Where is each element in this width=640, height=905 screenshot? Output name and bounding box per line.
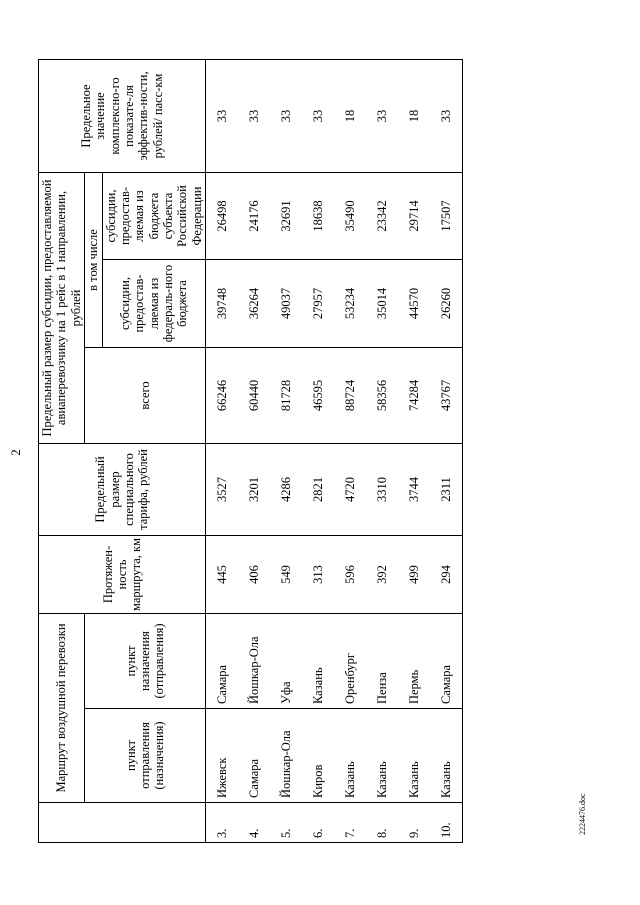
destination-cell: Казань [302, 614, 334, 709]
length-cell: 445 [206, 536, 239, 614]
origin-cell: Ижевск [206, 709, 239, 803]
table-row [302, 60, 334, 843]
tariff-cell: 2821 [302, 444, 334, 536]
regional-cell: 29714 [398, 173, 430, 260]
tariff-cell: 3201 [238, 444, 270, 536]
num-header [39, 803, 206, 843]
origin-cell: Киров [302, 709, 334, 803]
federal-cell: 39748 [206, 260, 239, 348]
origin-header: пункт отправления (назначения) [85, 709, 206, 803]
origin-cell: Самара [238, 709, 270, 803]
destination-cell: Уфа [270, 614, 302, 709]
efficiency-cell: 18 [398, 60, 430, 173]
row-number: 5. [270, 803, 302, 843]
tariff-cell: 4286 [270, 444, 302, 536]
page-number: 2 [8, 449, 23, 456]
total-cell: 88724 [334, 348, 366, 444]
origin-cell: Казань [334, 709, 366, 803]
length-cell: 392 [366, 536, 398, 614]
federal-cell: 53234 [334, 260, 366, 348]
row-number: 3. [206, 803, 239, 843]
regional-header: субсидии, предостав-ляемая из бюджета субъекта Российской Федерации [102, 173, 206, 260]
tariff-cell: 3310 [366, 444, 398, 536]
table-row [334, 60, 366, 843]
efficiency-header: Предельное значение комплексно-го показате-ля эффектив-ности, рублей/ пасс-км [39, 60, 206, 173]
efficiency-cell: 33 [430, 60, 463, 173]
length-cell: 549 [270, 536, 302, 614]
total-cell: 46595 [302, 348, 334, 444]
total-cell: 60440 [238, 348, 270, 444]
tariff-cell: 2311 [430, 444, 463, 536]
tariff-cell: 4720 [334, 444, 366, 536]
total-cell: 81728 [270, 348, 302, 444]
length-cell: 406 [238, 536, 270, 614]
row-number: 4. [238, 803, 270, 843]
federal-header: субсидии, предостав-ляемая из федераль-ного бюджета [102, 260, 206, 348]
total-cell: 58356 [366, 348, 398, 444]
tariff-cell: 3527 [206, 444, 239, 536]
efficiency-cell: 33 [238, 60, 270, 173]
subsidy-table [38, 59, 463, 843]
efficiency-cell: 18 [334, 60, 366, 173]
origin-cell: Казань [398, 709, 430, 803]
total-cell: 43767 [430, 348, 463, 444]
federal-cell: 44570 [398, 260, 430, 348]
table-row [366, 60, 398, 843]
federal-cell: 27957 [302, 260, 334, 348]
table-row [430, 60, 463, 843]
table-body [206, 60, 463, 843]
destination-cell: Пермь [398, 614, 430, 709]
efficiency-cell: 33 [366, 60, 398, 173]
federal-cell: 49037 [270, 260, 302, 348]
regional-cell: 26498 [206, 173, 239, 260]
tariff-cell: 3744 [398, 444, 430, 536]
efficiency-cell: 33 [302, 60, 334, 173]
regional-cell: 32691 [270, 173, 302, 260]
tariff-header: Предельный размер специального тарифа, рублей [39, 444, 206, 536]
federal-cell: 35014 [366, 260, 398, 348]
length-header: Протяжен-ность маршрута, км [39, 536, 206, 614]
regional-cell: 17507 [430, 173, 463, 260]
table-row [206, 60, 239, 843]
destination-cell: Пенза [366, 614, 398, 709]
total-cell: 74284 [398, 348, 430, 444]
destination-cell: Йошкар-Ола [238, 614, 270, 709]
including-header: в том числе [85, 173, 102, 348]
length-cell: 294 [430, 536, 463, 614]
destination-cell: Самара [206, 614, 239, 709]
length-cell: 313 [302, 536, 334, 614]
regional-cell: 18638 [302, 173, 334, 260]
origin-cell: Йошкар-Ола [270, 709, 302, 803]
regional-cell: 35490 [334, 173, 366, 260]
document-footer: 2224476.doc [578, 793, 587, 835]
table-row [270, 60, 302, 843]
efficiency-cell: 33 [270, 60, 302, 173]
origin-cell: Казань [430, 709, 463, 803]
row-number: 6. [302, 803, 334, 843]
row-number: 8. [366, 803, 398, 843]
length-cell: 596 [334, 536, 366, 614]
federal-cell: 26260 [430, 260, 463, 348]
regional-cell: 23342 [366, 173, 398, 260]
table-row [398, 60, 430, 843]
federal-cell: 36264 [238, 260, 270, 348]
row-number: 10. [430, 803, 463, 843]
total-header: всего [85, 348, 206, 444]
row-number: 9. [398, 803, 430, 843]
efficiency-cell: 33 [206, 60, 239, 173]
regional-cell: 24176 [238, 173, 270, 260]
destination-header: пункт назначения (отправления) [85, 614, 206, 709]
route-header: Маршрут воздушной перевозки [39, 614, 85, 803]
origin-cell: Казань [366, 709, 398, 803]
destination-cell: Самара [430, 614, 463, 709]
length-cell: 499 [398, 536, 430, 614]
total-cell: 66246 [206, 348, 239, 444]
subsidy-header: Предельный размер субсидии, предоставляемой авиаперевозчику на 1 рейс в 1 направлении, рублей [39, 173, 85, 444]
row-number: 7. [334, 803, 366, 843]
table-row [238, 60, 270, 843]
destination-cell: Оренбург [334, 614, 366, 709]
